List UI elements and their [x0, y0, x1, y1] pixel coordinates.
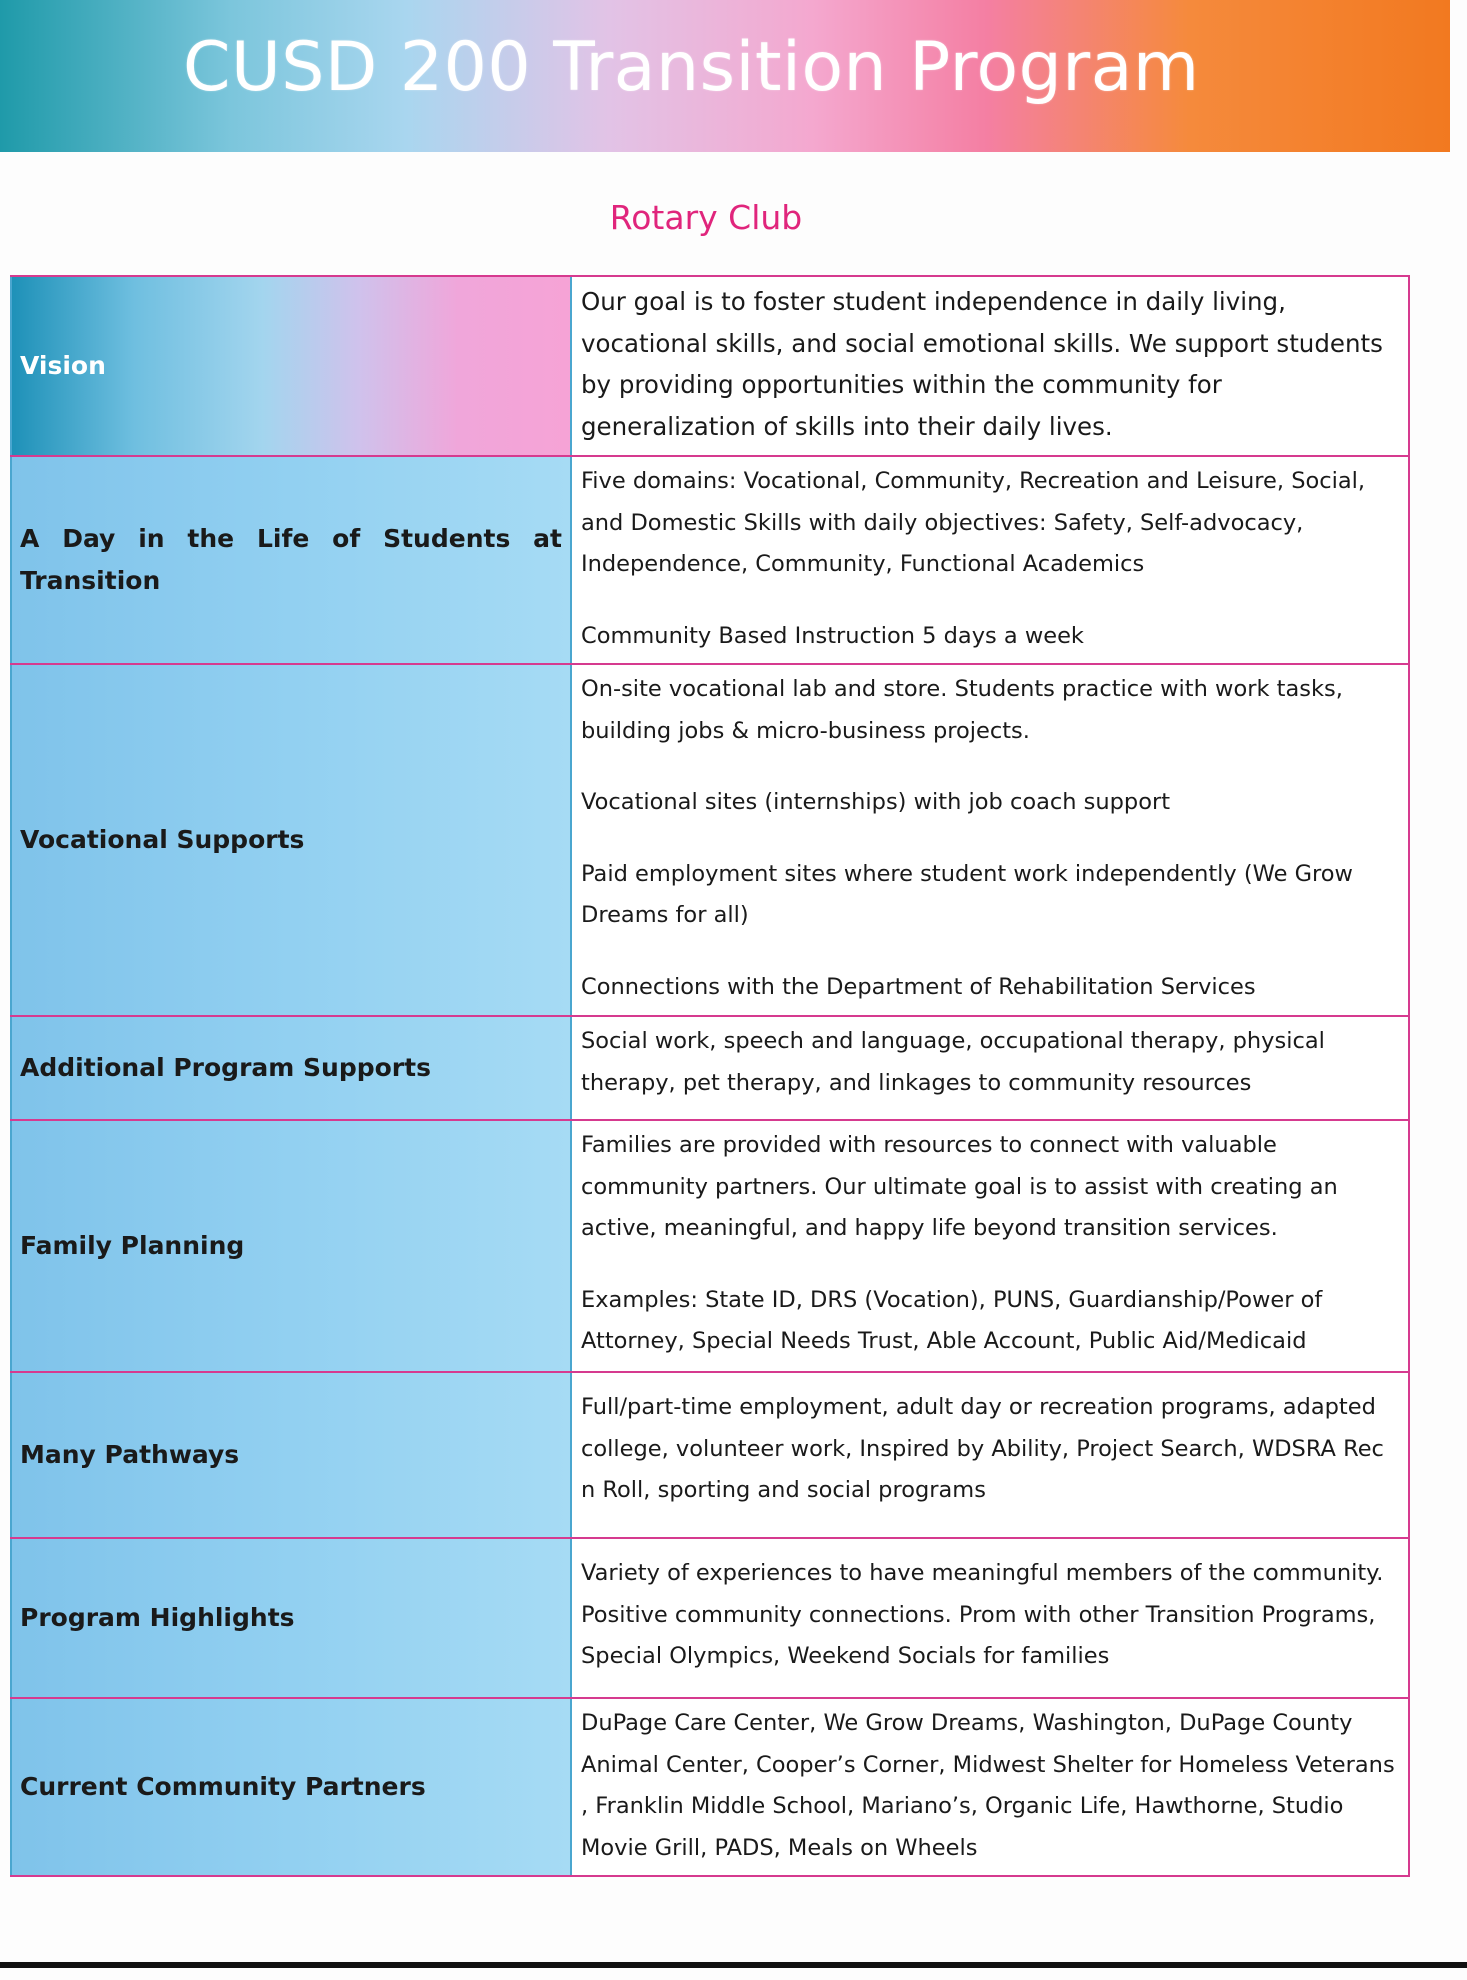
- paid-employment-text: Paid employment sites where student work independently (We Grow Dreams for all): [581, 860, 1353, 928]
- row-label-day-in-life: A Day in the Life of Students at Transition: [20, 524, 562, 595]
- row-content-cell: [572, 1373, 1410, 1537]
- row-content-cell: [572, 665, 1410, 1015]
- family-examples-text: Examples: State ID, DRS (Vocation), PUNS, Guardianship/Power of Attorney, Special Needs Trust, Able Account, Public Aid/Medicaid: [581, 1286, 1323, 1354]
- row-label-cell: [10, 1121, 572, 1371]
- row-content-cell: [572, 1539, 1410, 1697]
- day-in-life-cbi-text: Community Based Instruction 5 days a week: [581, 622, 1084, 649]
- table-row-vision: [10, 277, 1410, 457]
- page-bottom-edge: [0, 1962, 1467, 1968]
- row-content-cell: [572, 1121, 1410, 1371]
- table-row-community-partners: [10, 1699, 1410, 1877]
- vision-text: Our goal is to foster student independence in daily living, vocational skills, and social emotional skills. We support students by providing opportunities within the community for generalization of skills into their daily lives.: [581, 287, 1383, 441]
- vocational-lab-text: On-site vocational lab and store. Students practice with work tasks, building jobs & micro-business projects.: [581, 676, 1343, 744]
- table-row-additional-supports: [10, 1017, 1410, 1121]
- table-row-family-planning: [10, 1121, 1410, 1373]
- row-label-cell: [10, 1699, 572, 1875]
- row-label-community-partners: Current Community Partners: [20, 1772, 426, 1801]
- day-in-life-domains-text: Five domains: Vocational, Community, Recreation and Leisure, Social, and Domestic Skills with daily objectives: Safety, Self-advocacy, Independence, Community, Functional Academics: [581, 468, 1366, 577]
- rehabilitation-connections-text: Connections with the Department of Rehabilitation Services: [581, 973, 1256, 1000]
- program-highlights-text: Variety of experiences to have meaningful members of the community. Positive community connections. Prom with other Transition Programs, Special Olympics, Weekend Socials for families: [581, 1560, 1384, 1669]
- row-label-family-planning: Family Planning: [20, 1231, 245, 1260]
- vocational-sites-text: Vocational sites (internships) with job coach support: [581, 789, 1171, 815]
- title-banner: [0, 0, 1450, 152]
- row-content-cell: [572, 1017, 1410, 1119]
- row-label-vision: Vision: [20, 351, 106, 380]
- community-partners-text: DuPage Care Center, We Grow Dreams, Washington, DuPage County Animal Center, Cooper’s Corner, Midwest Shelter for Homeless Veterans , Franklin Middle School, Mariano’s, Organic Life, Hawthorne, Studio Movie Grill, PADS, Meals on Wheels: [581, 1710, 1395, 1861]
- row-label-cell: [10, 277, 572, 455]
- row-label-many-pathways: Many Pathways: [20, 1440, 240, 1469]
- table-row-many-pathways: [10, 1373, 1410, 1539]
- row-label-cell: [10, 665, 572, 1015]
- row-content-cell: [572, 457, 1410, 663]
- row-label-cell: [10, 1017, 572, 1119]
- row-label-additional-supports: Additional Program Supports: [20, 1053, 431, 1082]
- row-label-cell: [10, 1373, 572, 1537]
- row-label-cell: [10, 457, 572, 663]
- document-subtitle: Rotary Club: [609, 198, 803, 237]
- table-row-program-highlights: [10, 1539, 1410, 1699]
- table-row-day-in-life: [10, 457, 1410, 665]
- row-label-vocational-supports: Vocational Supports: [20, 825, 305, 854]
- row-content-cell: [572, 1699, 1410, 1875]
- table-row-vocational-supports: [10, 665, 1410, 1017]
- family-resources-text: Families are provided with resources to connect with valuable community partners. Our ultimate goal is to assist with creating an active, meaningful, and happy life beyond transition services.: [581, 1132, 1338, 1241]
- row-label-cell: [10, 1539, 572, 1697]
- additional-supports-text: Social work, speech and language, occupational therapy, physical therapy, pet therapy, and linkages to community resources: [581, 1028, 1325, 1096]
- row-content-cell: [572, 277, 1410, 455]
- document-title: CUSD 200 Transition Program: [183, 28, 1200, 107]
- many-pathways-text: Full/part-time employment, adult day or recreation programs, adapted college, volunteer work, Inspired by Ability, Project Search, WDSRA Rec n Roll, sporting and social programs: [581, 1394, 1384, 1503]
- row-label-program-highlights: Program Highlights: [20, 1603, 295, 1632]
